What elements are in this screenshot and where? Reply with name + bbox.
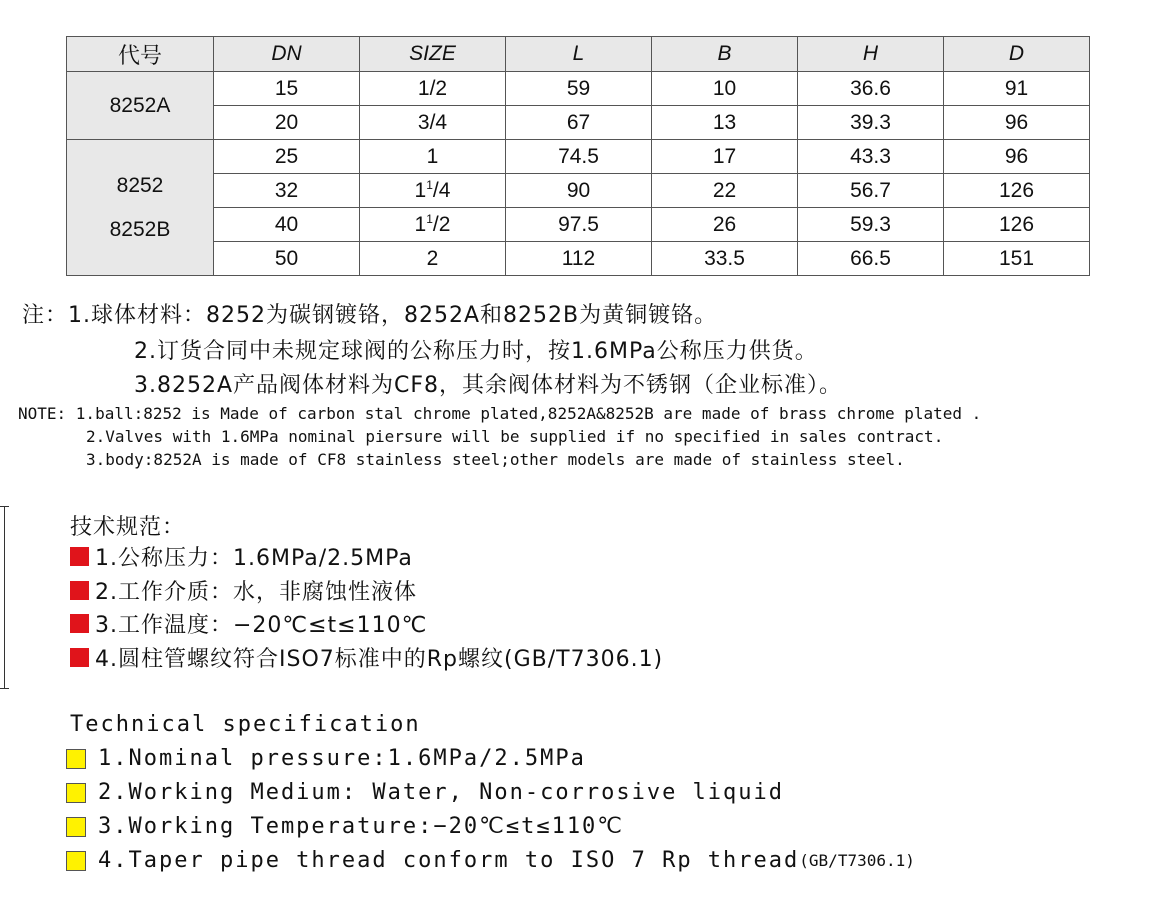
dimension-cap-bottom [0, 688, 9, 689]
tech-spec-cn-item [70, 608, 427, 639]
table-row [67, 106, 1090, 140]
cell-h: 59.3 [798, 208, 944, 242]
tech-spec-en-text: 3.Working Temperature:−20℃≤t≤110℃ [98, 814, 625, 839]
tech-spec-en-item [66, 746, 586, 771]
red-square-icon [70, 614, 89, 633]
cell-size [360, 174, 506, 208]
note-cn-3: 3.8252A产品阀体材料为CF8，其余阀体材料为不锈钢（企业标准）。 [134, 373, 843, 398]
size-whole: 1 [414, 212, 427, 236]
model-code-8252a: 8252A [67, 72, 214, 140]
yellow-square-icon [66, 851, 86, 871]
size-whole: 1 [414, 178, 427, 202]
cell-dn: 32 [214, 174, 360, 208]
cell-size [360, 208, 506, 242]
cell-h: 43.3 [798, 140, 944, 174]
size-numerator: 1 [426, 177, 433, 192]
cell-l: 90 [506, 174, 652, 208]
cell-dn: 50 [214, 242, 360, 276]
cell-d: 91 [944, 72, 1090, 106]
cell-l: 112 [506, 242, 652, 276]
cell-b: 22 [652, 174, 798, 208]
note-cn-2: 2.订货合同中未规定球阀的公称压力时，按1.6MPa公称压力供货。 [134, 339, 818, 364]
tech-spec-cn-text: 1.公称压力：1.6MPa/2.5MPa [95, 546, 413, 571]
red-square-icon [70, 648, 89, 667]
tech-spec-en-text: 1.Nominal pressure:1.6MPa/2.5MPa [98, 746, 586, 771]
cell-h: 36.6 [798, 72, 944, 106]
cell-dn: 40 [214, 208, 360, 242]
cell-size: 3/4 [360, 106, 506, 140]
cell-h: 39.3 [798, 106, 944, 140]
table-header-row [67, 37, 1090, 72]
tech-spec-cn-item [70, 541, 413, 572]
cell-dn: 20 [214, 106, 360, 140]
tech-spec-cn-title: 技术规范： [70, 515, 186, 540]
cell-d: 96 [944, 140, 1090, 174]
dimension-cap-top [0, 506, 9, 507]
cell-l: 97.5 [506, 208, 652, 242]
tech-spec-cn-item [70, 642, 663, 673]
header-l: L [506, 37, 652, 72]
cell-d: 126 [944, 208, 1090, 242]
header-dn: DN [214, 37, 360, 72]
cell-dn: 15 [214, 72, 360, 106]
yellow-square-icon [66, 817, 86, 837]
yellow-square-icon [66, 783, 86, 803]
cell-h: 56.7 [798, 174, 944, 208]
cell-b: 10 [652, 72, 798, 106]
table-row [67, 140, 1090, 174]
cell-d: 151 [944, 242, 1090, 276]
note-cn-1: 注：1.球体材料：8252为碳钢镀铬，8252A和8252B为黄铜镀铬。 [22, 303, 718, 328]
model-code-8252: 8252 [116, 173, 164, 197]
cell-d: 126 [944, 174, 1090, 208]
cell-l: 59 [506, 72, 652, 106]
tech-spec-cn-item [70, 575, 417, 606]
table-row [67, 72, 1090, 106]
table-row [67, 174, 1090, 208]
cell-size: 1 [360, 140, 506, 174]
cell-b: 33.5 [652, 242, 798, 276]
note-en-1: NOTE: 1.ball:8252 is Made of carbon stal chrome plated,8252A&8252B are made of brass chrome plated . [18, 404, 982, 423]
header-h: H [798, 37, 944, 72]
tech-spec-en-item [66, 848, 915, 873]
tech-spec-en-text: 2.Working Medium: Water, Non-corrosive liquid [98, 780, 785, 805]
size-denominator: /2 [432, 212, 451, 236]
model-code-8252b: 8252B [109, 217, 171, 241]
cell-d: 96 [944, 106, 1090, 140]
tech-spec-en-item [66, 814, 624, 839]
note-en-2: 2.Valves with 1.6MPa nominal piersure will be supplied if no specified in sales contract. [86, 427, 944, 446]
tech-spec-en-item [66, 780, 784, 805]
model-code-8252-8252b [67, 140, 214, 276]
header-b: B [652, 37, 798, 72]
tech-spec-en-title: Technical specification [70, 712, 421, 737]
cell-h: 66.5 [798, 242, 944, 276]
tech-spec-cn-text: 4.圆柱管螺纹符合ISO7标准中的Rp螺纹(GB/T7306.1) [95, 647, 664, 672]
note-en-3: 3.body:8252A is made of CF8 stainless steel;other models are made of stainless steel. [86, 450, 905, 469]
yellow-square-icon [66, 749, 86, 769]
cell-b: 17 [652, 140, 798, 174]
cell-l: 67 [506, 106, 652, 140]
table-row [67, 242, 1090, 276]
tech-spec-en-standard: (GB/T7306.1) [799, 851, 915, 870]
table-row [67, 208, 1090, 242]
cell-l: 74.5 [506, 140, 652, 174]
cell-b: 26 [652, 208, 798, 242]
tech-spec-en-text: 4.Taper pipe thread conform to ISO 7 Rp thread [98, 848, 800, 873]
cell-dn: 25 [214, 140, 360, 174]
header-d: D [944, 37, 1090, 72]
red-square-icon [70, 581, 89, 600]
dimension-line [4, 506, 5, 688]
spec-table [66, 36, 1090, 276]
size-numerator: 1 [426, 211, 433, 226]
cell-size: 1/2 [360, 72, 506, 106]
tech-spec-cn-text: 2.工作介质：水，非腐蚀性液体 [95, 580, 417, 605]
tech-spec-cn-text: 3.工作温度：−20℃≤t≤110℃ [95, 613, 428, 638]
cell-b: 13 [652, 106, 798, 140]
cell-size: 2 [360, 242, 506, 276]
header-size: SIZE [360, 37, 506, 72]
red-square-icon [70, 547, 89, 566]
header-code: 代号 [67, 37, 214, 72]
size-denominator: /4 [432, 178, 451, 202]
